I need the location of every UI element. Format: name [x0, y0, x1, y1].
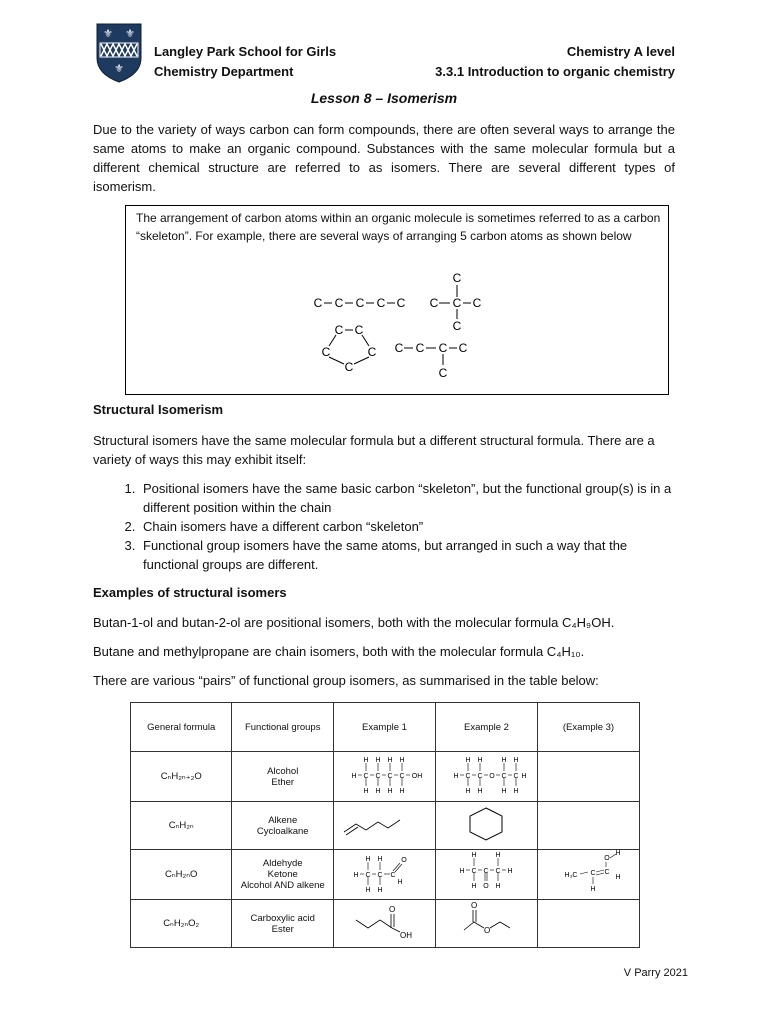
svg-text:H: H [399, 757, 406, 764]
svg-text:C: C [387, 773, 394, 780]
example-ketone [435, 850, 537, 900]
example-aldehyde [334, 850, 436, 900]
table-row [131, 752, 640, 802]
svg-text:C: C [590, 870, 597, 877]
svg-text:H: H [453, 773, 459, 780]
svg-text:H: H [471, 883, 477, 890]
atom-c: C [354, 323, 364, 337]
table-header: Example 1 [334, 703, 436, 752]
table-header: (Example 3) [537, 703, 639, 752]
svg-text:H: H [363, 788, 370, 795]
unit-name: 3.3.1 Introduction to organic chemistry [435, 64, 675, 79]
functional-example: There are various “pairs” of functional group isomers, as summarised in the table below: [93, 673, 599, 688]
general-formula: CₙH₂ₙ [131, 802, 232, 850]
example-ether [435, 752, 537, 802]
svg-text:O: O [489, 773, 496, 780]
svg-text:OH: OH [400, 931, 413, 940]
example-enol [537, 850, 639, 900]
svg-text:⚜: ⚜ [103, 28, 113, 40]
list-item: 3. Functional group isomers have the same atoms, but arranged in such a way that the functional groups are different. [139, 536, 677, 574]
atom-c: C [321, 345, 331, 359]
svg-text:O: O [389, 905, 396, 914]
atom-c: C [334, 296, 344, 310]
general-formula: CₙH₂ₙ₊₂O [131, 752, 232, 802]
svg-text:O: O [401, 857, 408, 864]
general-formula: CₙH₂ₙO₂ [131, 900, 232, 948]
atom-c: C [438, 366, 448, 380]
svg-text:⚜: ⚜ [125, 28, 135, 40]
table-row [131, 900, 640, 948]
svg-text:C: C [513, 773, 519, 780]
svg-text:H: H [507, 868, 513, 875]
svg-text:C: C [363, 773, 370, 780]
atom-c: C [367, 345, 377, 359]
svg-text:C: C [365, 872, 372, 879]
svg-text:H₃C: H₃C [565, 872, 578, 879]
department-name: Chemistry Department [154, 64, 294, 79]
example-carboxylic-acid [334, 900, 436, 948]
svg-text:H: H [459, 868, 465, 875]
table-header: Functional groups [232, 703, 334, 752]
example-alkene [334, 802, 436, 850]
svg-text:O: O [604, 855, 611, 862]
table-row [131, 850, 640, 900]
footer-author: V Parry 2021 [623, 967, 688, 979]
atom-c: C [396, 296, 406, 310]
svg-text:H: H [377, 856, 384, 863]
svg-text:H: H [513, 757, 519, 764]
functional-groups: Alcohol Ether [232, 752, 334, 802]
school-crest [95, 22, 143, 84]
svg-text:H: H [465, 757, 471, 764]
svg-text:H: H [590, 886, 597, 893]
svg-text:H: H [521, 773, 527, 780]
svg-text:H: H [365, 856, 372, 863]
table-header: Example 2 [435, 703, 537, 752]
positional-example: Butan-1-ol and butan-2-ol are positional isomers, both with the molecular formula C₄H₉OH. [93, 615, 615, 630]
svg-text:H: H [495, 852, 501, 859]
examples-heading: Examples of structural isomers [93, 585, 287, 600]
svg-text:H: H [615, 850, 622, 857]
example-cyclohexane [435, 802, 537, 850]
atom-c: C [458, 341, 468, 355]
atom-c: C [452, 319, 462, 333]
intro-paragraph: Due to the variety of ways carbon can form compounds, there are often several ways to arrange the same atoms to make an organic compound. Substances with the same molecular formula but a different chemical structure are referred to as isomers. There are several different types of isomerism. [93, 122, 675, 194]
svg-text:OH: OH [412, 773, 423, 780]
svg-text:⚜: ⚜ [114, 63, 124, 75]
carbon-skeletons-diagram [126, 206, 668, 394]
empty-cell [537, 900, 639, 948]
svg-text:H: H [363, 757, 370, 764]
empty-cell [537, 802, 639, 850]
svg-text:H: H [501, 788, 507, 795]
svg-text:H: H [375, 788, 382, 795]
course-name: Chemistry A level [566, 44, 675, 59]
atom-c: C [355, 296, 365, 310]
isomer-types-list [93, 479, 677, 574]
atom-c: C [452, 296, 462, 310]
skeleton-box [125, 205, 669, 395]
svg-text:H: H [387, 788, 394, 795]
svg-text:H: H [501, 757, 507, 764]
table-row [131, 802, 640, 850]
svg-text:C: C [377, 872, 384, 879]
svg-text:H: H [471, 852, 477, 859]
svg-text:H: H [377, 887, 384, 894]
atom-c: C [429, 296, 439, 310]
general-formula: CₙH₂ₙO [131, 850, 232, 900]
svg-text:O: O [483, 883, 490, 890]
atom-c: C [415, 341, 425, 355]
svg-text:C: C [471, 868, 477, 875]
atom-c: C [334, 323, 344, 337]
svg-text:C: C [375, 773, 382, 780]
atom-c: C [438, 341, 448, 355]
empty-cell [537, 752, 639, 802]
svg-text:H: H [477, 757, 483, 764]
isomer-table [130, 702, 640, 948]
example-butanol [334, 752, 436, 802]
svg-text:H: H [387, 757, 394, 764]
svg-text:H: H [477, 788, 483, 795]
svg-text:C: C [390, 872, 397, 879]
svg-text:O: O [471, 901, 478, 910]
svg-text:H: H [397, 879, 404, 886]
svg-text:C: C [399, 773, 406, 780]
atom-c: C [313, 296, 323, 310]
svg-text:H: H [351, 773, 358, 780]
svg-text:H: H [399, 788, 406, 795]
functional-groups: Aldehyde Ketone Alcohol AND alkene [232, 850, 334, 900]
school-name: Langley Park School for Girls [154, 44, 337, 59]
svg-text:C: C [495, 868, 501, 875]
list-item: 1. Positional isomers have the same basic carbon “skeleton”, but the functional group(s) is in a different position within the chain [139, 479, 677, 517]
svg-text:C: C [483, 868, 489, 875]
page-title: Lesson 8 – Isomerism [310, 90, 458, 106]
functional-groups: Carboxylic acid Ester [232, 900, 334, 948]
example-ester [435, 900, 537, 948]
atom-c: C [344, 360, 354, 374]
svg-text:C: C [604, 869, 611, 876]
structural-heading: Structural Isomerism [93, 402, 224, 417]
atom-c: C [472, 296, 482, 310]
atom-c: C [376, 296, 386, 310]
chain-example: Butane and methylpropane are chain isomers, both with the molecular formula C₄H₁₀. [93, 644, 585, 659]
atom-c: C [452, 271, 462, 285]
list-item: 2. Chain isomers have a different carbon “skeleton” [139, 517, 677, 536]
svg-text:H: H [365, 887, 372, 894]
svg-text:H: H [375, 757, 382, 764]
svg-text:C: C [477, 773, 483, 780]
svg-text:C: C [501, 773, 507, 780]
svg-text:H: H [615, 874, 622, 881]
svg-text:H: H [495, 883, 501, 890]
svg-text:H: H [465, 788, 471, 795]
atom-c: C [394, 341, 404, 355]
functional-groups: Alkene Cycloalkane [232, 802, 334, 850]
structural-paragraph: Structural isomers have the same molecular formula but a different structural formula. There are a variety of ways this may exhibit itself: [93, 433, 655, 467]
skeleton-box-text: The arrangement of carbon atoms within an organic molecule is sometimes referred to as a carbon “skeleton”. For example, there are several ways of arranging 5 carbon atoms as shown below [136, 211, 661, 243]
svg-text:H: H [513, 788, 519, 795]
svg-text:C: C [465, 773, 471, 780]
svg-text:O: O [484, 926, 491, 935]
svg-text:H: H [353, 872, 360, 879]
table-header: General formula [131, 703, 232, 752]
